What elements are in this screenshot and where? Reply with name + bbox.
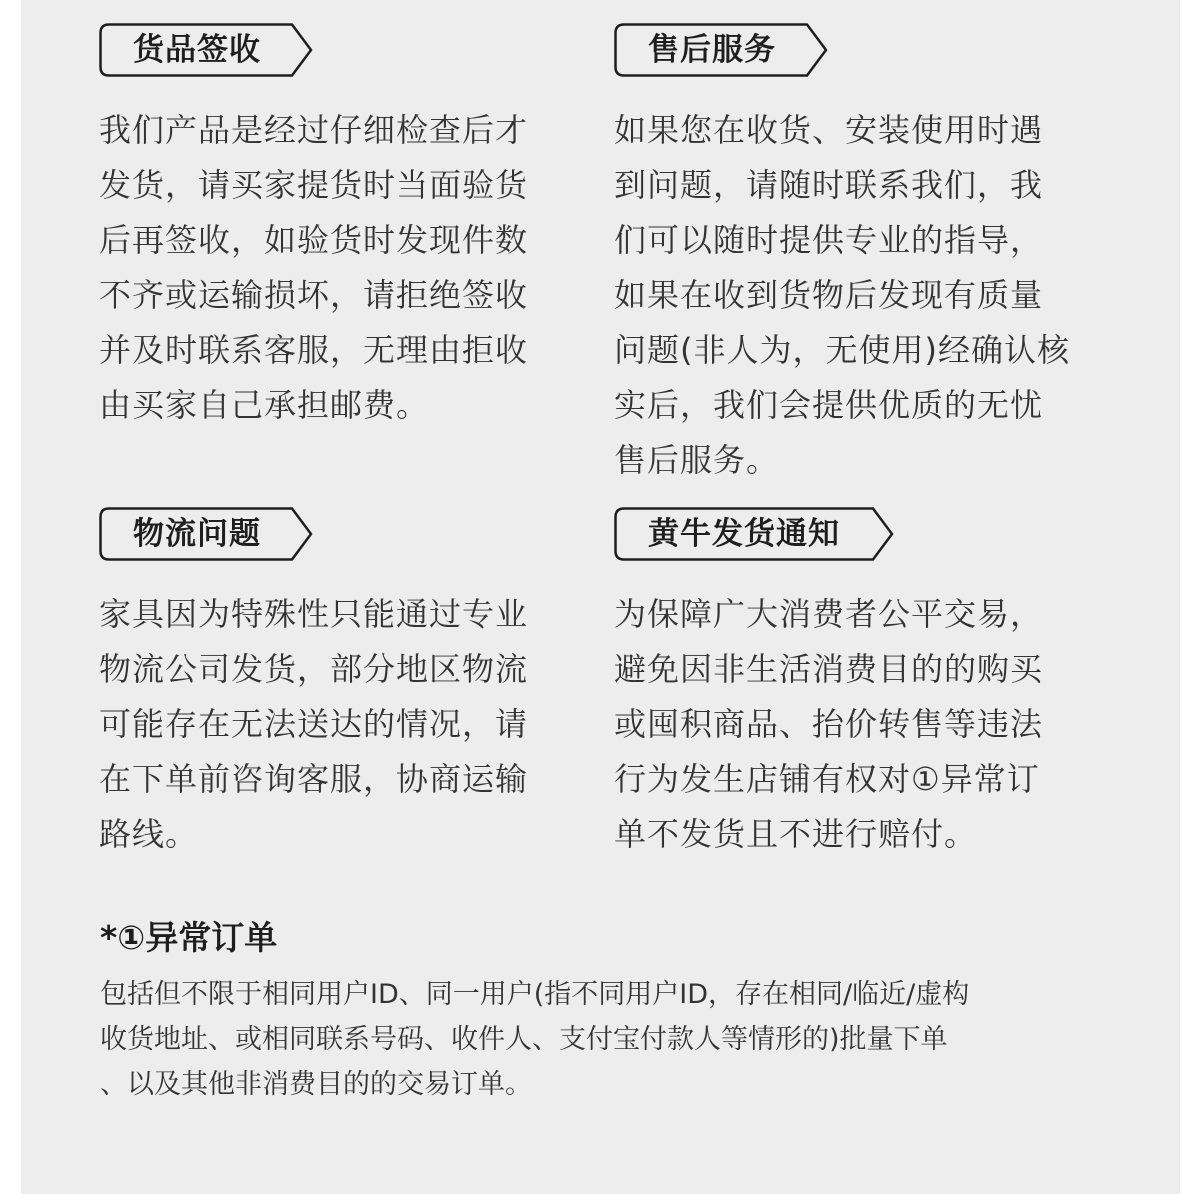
text-line: 行为发生店铺有权对①异常订 (614, 760, 1040, 798)
section-body (614, 103, 1070, 488)
text-line: 或囤积商品、抬价转售等违法 (614, 705, 1044, 743)
section-body (614, 587, 1043, 862)
section-title: 黄牛发货通知 (648, 516, 840, 552)
text-line: 为保障广大消费者公平交易， (614, 595, 1044, 633)
text-line: 在下单前咨询客服，协商运输 (99, 760, 529, 798)
text-line: 我们产品是经过仔细检查后才 (99, 111, 529, 149)
text-line: 实后，我们会提供优质的无忧 (614, 386, 1044, 424)
note-title: *①异常订单 (100, 918, 278, 957)
text-line: 路线。 (99, 815, 199, 853)
text-line: 后再签收，如验货时发现件数 (99, 221, 529, 259)
text-line: 并及时联系客服，无理由拒收 (99, 331, 529, 369)
text-line: 可能存在无法送达的情况，请 (99, 705, 529, 743)
text-line: 避免因非生活消费目的的购买 (614, 650, 1044, 688)
section-title: 货品签收 (133, 32, 261, 68)
text-line: 不齐或运输损坏，请拒绝签收 (99, 276, 529, 314)
text-line: 售后服务。 (614, 441, 780, 479)
text-line: 如果在收到货物后发现有质量 (614, 276, 1044, 314)
text-line: 发货，请买家提货时当面验货 (99, 166, 529, 204)
note-body (100, 972, 969, 1107)
text-line: 家具因为特殊性只能通过专业 (99, 595, 529, 633)
text-line: 到问题，请随时联系我们，我 (614, 166, 1044, 204)
text-line: 物流公司发货，部分地区物流 (99, 650, 529, 688)
text-line: 由买家自己承担邮费。 (99, 386, 430, 424)
note-line: 包括但不限于相同用户ID、同一用户(指不同用户ID，存在相同/临近/虚构 (100, 979, 970, 1010)
note-line: 、以及其他非消费目的的交易订单。 (100, 1069, 532, 1100)
section-body (99, 103, 528, 433)
text-line: 问题(非人为，无使用)经确认核 (614, 331, 1070, 369)
text-line: 如果您在收货、安装使用时遇 (614, 111, 1044, 149)
text-line: 单不发货且不进行赔付。 (614, 815, 978, 853)
section-title: 售后服务 (648, 32, 776, 68)
text-line: 们可以随时提供专业的指导， (614, 221, 1044, 259)
section-title: 物流问题 (133, 516, 261, 552)
note-line: 收货地址、或相同联系号码、收件人、支付宝付款人等情形的)批量下单 (100, 1024, 948, 1055)
section-body (99, 587, 528, 862)
